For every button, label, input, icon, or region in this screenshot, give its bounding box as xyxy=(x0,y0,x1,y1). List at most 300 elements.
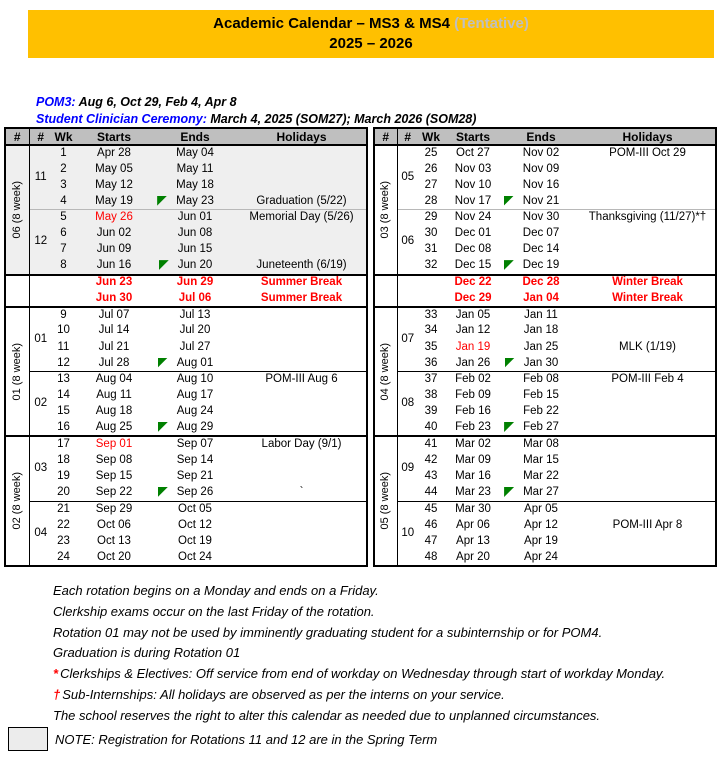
rotation-number-cell: 04 xyxy=(29,501,52,566)
ends-date-cell xyxy=(153,534,237,550)
week-number-cell: 13 xyxy=(52,372,75,388)
ends-date-wrap xyxy=(523,471,559,483)
ends-date-cell xyxy=(502,210,580,226)
week-row xyxy=(5,242,367,258)
break-label-cell: Summer Break xyxy=(237,275,367,291)
week-row xyxy=(5,372,367,388)
ends-date-wrap xyxy=(178,260,213,272)
ends-date-cell xyxy=(502,550,580,566)
week-row xyxy=(374,307,716,323)
holiday-cell xyxy=(237,534,367,550)
ends-date-wrap xyxy=(178,212,213,224)
empty-cell xyxy=(397,275,418,291)
holiday-cell: POM-III Feb 4 xyxy=(580,372,716,388)
starts-date-cell: Nov 10 xyxy=(454,178,492,191)
week-row xyxy=(374,388,716,404)
ends-date: Oct 19 xyxy=(178,534,212,547)
table-body-right xyxy=(374,145,716,566)
rotation-end-flag-icon xyxy=(504,260,514,270)
starts-date-cell: Nov 03 xyxy=(454,162,492,175)
note-line xyxy=(53,664,665,685)
ends-date-wrap xyxy=(524,536,558,548)
week-row xyxy=(5,145,367,161)
ends-date: Nov 21 xyxy=(522,194,560,207)
note-line xyxy=(53,685,665,706)
holiday-cell xyxy=(580,501,716,517)
block-label-cell xyxy=(374,145,397,275)
ends-date-cell xyxy=(153,177,237,193)
starts-date-cell: May 12 xyxy=(75,177,153,193)
starts-date-cell: Jan 12 xyxy=(455,324,491,337)
ends-date: Mar 27 xyxy=(523,486,559,499)
week-number-cell: 40 xyxy=(424,421,438,434)
block-label-cell xyxy=(374,436,397,566)
week-row xyxy=(5,226,367,242)
week-row xyxy=(374,339,716,355)
ends-date: May 23 xyxy=(176,194,214,207)
ends-date-cell xyxy=(153,258,237,274)
ends-date-cell xyxy=(153,436,237,452)
ends-date-wrap xyxy=(523,164,559,176)
break-label-cell: Winter Break xyxy=(612,291,683,304)
ceremony-dates: March 4, 2025 (SOM27); March 2026 (SOM28) xyxy=(210,112,477,126)
ends-date-wrap xyxy=(178,520,212,532)
starts-date-cell: Jan 26 xyxy=(455,356,491,369)
ends-date: Dec 07 xyxy=(522,227,560,240)
ends-date: Feb 22 xyxy=(523,405,559,418)
block-label: 06 (8 week) xyxy=(10,181,23,239)
starts-date-cell: Feb 09 xyxy=(455,389,491,402)
ends-date-cell xyxy=(153,145,237,161)
ends-date-cell xyxy=(502,372,580,388)
holiday-cell: Graduation (5/22) xyxy=(237,194,367,210)
holiday-cell xyxy=(580,258,716,274)
starts-date-cell: Dec 15 xyxy=(454,259,492,272)
holiday-cell xyxy=(237,517,367,533)
ends-date-cell xyxy=(502,517,580,533)
starts-date-cell: Apr 20 xyxy=(456,550,490,563)
week-number-cell: 7 xyxy=(52,242,75,258)
ends-date: Oct 05 xyxy=(178,502,212,515)
calendar-table-left xyxy=(4,127,368,567)
ends-date-cell xyxy=(153,388,237,404)
page-title-line xyxy=(28,15,714,32)
holiday-cell: POM-III Aug 6 xyxy=(237,372,367,388)
ends-date: Oct 12 xyxy=(178,518,212,531)
block-label-cell xyxy=(374,307,397,437)
week-number-cell: 30 xyxy=(424,227,438,240)
rotation-end-flag-icon xyxy=(158,487,168,497)
ends-date-cell xyxy=(502,404,580,420)
rotation-end-flag-icon xyxy=(158,358,168,368)
calendar-tables xyxy=(4,127,717,567)
week-row xyxy=(374,177,716,193)
starts-date-cell: Dec 01 xyxy=(454,227,492,240)
ends-date-cell xyxy=(502,242,580,258)
week-row xyxy=(5,307,367,323)
week-number-cell: 6 xyxy=(52,226,75,242)
ends-date-wrap xyxy=(178,536,212,548)
break-block-cell xyxy=(374,275,397,307)
week-row xyxy=(374,485,716,501)
starts-date-cell: Mar 23 xyxy=(455,486,491,499)
note-marker: † xyxy=(53,686,61,702)
ends-date-cell xyxy=(502,194,580,210)
starts-date-cell: Jun 02 xyxy=(75,226,153,242)
ends-date-wrap xyxy=(177,164,214,176)
ends-date: Jul 27 xyxy=(179,340,211,353)
starts-date-cell: Feb 02 xyxy=(444,372,502,388)
ends-date: Jan 25 xyxy=(523,340,559,353)
holiday-cell xyxy=(237,145,367,161)
ends-date-wrap xyxy=(178,504,212,516)
week-number-cell: 14 xyxy=(57,389,70,402)
ends-date-wrap xyxy=(176,180,214,192)
rotation-end-flag-icon xyxy=(157,196,167,206)
holiday-cell xyxy=(237,501,367,517)
rotation-number-cell: 06 xyxy=(397,210,418,275)
week-number-cell: 3 xyxy=(52,177,75,193)
holiday-cell xyxy=(580,226,716,242)
col-header-starts: Starts xyxy=(444,128,502,145)
col-header-rotation: # xyxy=(29,128,52,145)
ends-date-cell xyxy=(153,339,237,355)
holiday-cell xyxy=(237,226,367,242)
starts-date-cell: Jun 16 xyxy=(75,258,153,274)
rotation-number-cell: 11 xyxy=(29,145,52,210)
holiday-cell: Juneteenth (6/19) xyxy=(237,258,367,274)
break-label-cell: Summer Break xyxy=(260,291,343,304)
header-row xyxy=(374,128,716,145)
ends-date-wrap xyxy=(523,244,559,256)
rotation-end-flag-icon xyxy=(159,260,169,270)
ends-date: Jan 30 xyxy=(523,356,559,369)
starts-date-cell: Oct 06 xyxy=(97,518,131,531)
holiday-cell: Labor Day (9/1) xyxy=(237,436,367,452)
ends-date: Dec 14 xyxy=(522,243,560,256)
empty-cell xyxy=(52,275,75,291)
starts-date-cell: Feb 23 xyxy=(455,421,491,434)
ends-date: Aug 29 xyxy=(176,421,214,434)
week-row xyxy=(5,161,367,177)
holiday-cell xyxy=(580,404,716,420)
week-row xyxy=(5,517,367,533)
week-number-cell: 12 xyxy=(57,356,70,369)
ends-date: Feb 27 xyxy=(523,421,559,434)
ends-date: May 04 xyxy=(176,146,214,159)
ends-date-cell xyxy=(502,453,580,469)
holiday-cell xyxy=(237,307,367,323)
ends-date: Mar 15 xyxy=(523,453,559,466)
break-ends-cell: Jul 06 xyxy=(178,291,212,304)
ceremony-line xyxy=(36,111,476,128)
break-ends-cell: Dec 28 xyxy=(502,275,580,291)
ends-date-cell xyxy=(153,485,237,501)
holiday-cell xyxy=(580,242,716,258)
week-number-cell: 16 xyxy=(57,421,70,434)
ends-date-wrap xyxy=(523,212,559,224)
col-header-week: Wk xyxy=(52,128,75,145)
week-number-cell: 48 xyxy=(424,550,438,563)
starts-date-cell: Sep 29 xyxy=(75,501,153,517)
starts-date-cell: Jul 28 xyxy=(98,356,130,369)
week-row xyxy=(5,194,367,210)
col-header-ends: Ends xyxy=(502,128,580,145)
ends-date-wrap xyxy=(523,260,559,272)
week-row xyxy=(5,420,367,436)
ends-date-cell xyxy=(502,420,580,436)
ends-date: Aug 01 xyxy=(176,356,214,369)
break-ends-cell: Jan 04 xyxy=(523,291,559,304)
holiday-cell xyxy=(580,453,716,469)
ends-date-cell xyxy=(153,420,237,436)
ends-date: Feb 15 xyxy=(523,389,559,402)
ends-date-cell xyxy=(153,404,237,420)
starts-date-cell: Nov 24 xyxy=(444,210,502,226)
ends-date: Jun 01 xyxy=(177,211,213,224)
empty-cell xyxy=(52,291,75,307)
break-row xyxy=(374,275,716,291)
holiday-cell xyxy=(237,161,367,177)
note-marker: * xyxy=(53,666,59,682)
week-number-cell: 46 xyxy=(424,518,438,531)
ends-date: Jun 20 xyxy=(177,259,213,272)
table-body-left xyxy=(5,145,367,566)
week-row xyxy=(374,258,716,274)
starts-date-cell: Jan 19 xyxy=(455,340,491,353)
ends-date-cell xyxy=(502,161,580,177)
ends-date-wrap xyxy=(524,520,558,532)
week-number-cell: 5 xyxy=(52,210,75,226)
starts-date-cell: Nov 17 xyxy=(454,194,492,207)
ends-date: Apr 05 xyxy=(524,502,558,515)
week-row xyxy=(374,145,716,161)
week-row xyxy=(374,469,716,485)
empty-cell xyxy=(397,291,418,307)
ends-date-cell xyxy=(153,307,237,323)
registration-note xyxy=(8,727,437,751)
week-number-cell: 33 xyxy=(418,307,444,323)
starts-date-cell: Mar 02 xyxy=(444,436,502,452)
note-text: Graduation is during Rotation 01 xyxy=(53,645,241,661)
ends-date-wrap xyxy=(177,487,213,499)
holiday-cell xyxy=(580,307,716,323)
col-header-holidays: Holidays xyxy=(237,128,367,145)
ends-date-cell xyxy=(502,226,580,242)
ends-date-cell xyxy=(502,307,580,323)
week-row xyxy=(5,404,367,420)
break-starts-cell: Dec 29 xyxy=(454,291,492,304)
ends-date-wrap xyxy=(523,406,559,418)
ends-date: Apr 24 xyxy=(524,550,558,563)
week-row xyxy=(374,226,716,242)
ends-date-cell xyxy=(502,534,580,550)
ends-date-wrap xyxy=(178,244,213,256)
ends-date-wrap xyxy=(176,148,214,160)
rotation-number-cell: 07 xyxy=(397,307,418,372)
ends-date-wrap xyxy=(523,374,559,386)
ends-date-cell xyxy=(502,323,580,339)
holiday-cell: Memorial Day (5/26) xyxy=(237,210,367,226)
week-number-cell: 17 xyxy=(52,436,75,452)
holiday-cell xyxy=(237,550,367,566)
ends-date-wrap xyxy=(177,358,213,370)
ends-date: Mar 08 xyxy=(523,438,559,451)
note-line xyxy=(53,602,665,623)
holiday-cell: POM-III Oct 29 xyxy=(609,146,686,159)
note-text: Rotation 01 may not be used by imminently graduating student for a subinternship or for POM4. xyxy=(53,624,603,640)
holiday-cell xyxy=(580,420,716,436)
week-number-cell: 8 xyxy=(52,258,75,274)
break-row xyxy=(5,291,367,307)
ends-date-cell xyxy=(502,355,580,371)
ends-date-wrap xyxy=(523,148,559,160)
week-number-cell: 2 xyxy=(52,161,75,177)
ends-date-wrap xyxy=(523,390,559,402)
holiday-cell xyxy=(237,420,367,436)
ends-date-cell xyxy=(153,210,237,226)
rotation-end-flag-icon xyxy=(504,422,514,432)
empty-cell xyxy=(29,291,52,307)
week-row xyxy=(5,177,367,193)
week-row xyxy=(374,550,716,566)
note-line xyxy=(53,623,665,644)
col-header-rotation: # xyxy=(397,128,418,145)
ends-date-wrap xyxy=(524,310,558,322)
starts-date-cell: Aug 18 xyxy=(95,405,133,418)
ends-date: Jul 20 xyxy=(179,324,211,337)
col-header-starts: Starts xyxy=(75,128,153,145)
ends-date-cell xyxy=(502,388,580,404)
week-row xyxy=(374,323,716,339)
week-row xyxy=(5,469,367,485)
note-line xyxy=(53,643,665,664)
holiday-cell xyxy=(237,355,367,371)
holiday-cell xyxy=(580,323,716,339)
pom3-label: POM3: xyxy=(36,95,76,109)
holiday-cell xyxy=(580,469,716,485)
holiday-cell xyxy=(580,194,716,210)
week-row xyxy=(374,517,716,533)
block-label: 03 (8 week) xyxy=(379,181,392,239)
ends-date: Sep 21 xyxy=(176,470,214,483)
ends-date: Aug 10 xyxy=(176,373,214,386)
week-row xyxy=(374,210,716,226)
block-label: 01 (8 week) xyxy=(10,342,23,401)
ends-date-wrap xyxy=(180,325,211,337)
col-header-week: Wk xyxy=(418,128,444,145)
ends-date: Sep 14 xyxy=(176,453,214,466)
ends-date-wrap xyxy=(177,406,213,418)
week-number-cell: 23 xyxy=(57,534,70,547)
holiday-cell xyxy=(237,323,367,339)
week-row xyxy=(374,194,716,210)
ends-date-wrap xyxy=(180,310,211,322)
ends-date: Aug 24 xyxy=(176,405,214,418)
week-number-cell: 26 xyxy=(424,162,438,175)
ends-date-cell xyxy=(502,258,580,274)
pom3-dates: Aug 6, Oct 29, Feb 4, Apr 8 xyxy=(78,95,237,109)
ends-date-cell xyxy=(153,323,237,339)
rotation-number-cell: 09 xyxy=(397,436,418,501)
ends-date-wrap xyxy=(180,342,211,354)
week-row xyxy=(374,534,716,550)
ends-date-wrap xyxy=(524,358,559,370)
week-number-cell: 11 xyxy=(57,340,70,353)
note-line xyxy=(53,706,665,727)
week-number-cell: 15 xyxy=(57,405,70,418)
ends-date-cell xyxy=(502,339,580,355)
week-number-cell: 27 xyxy=(424,178,438,191)
holiday-cell: POM-III Apr 8 xyxy=(612,518,683,531)
holiday-cell xyxy=(580,436,716,452)
break-starts-cell: Jun 23 xyxy=(75,275,153,291)
week-row xyxy=(374,161,716,177)
week-number-cell: 44 xyxy=(424,486,438,499)
ends-date: Feb 08 xyxy=(523,373,559,386)
ends-date: Jul 13 xyxy=(179,308,211,321)
break-row xyxy=(374,291,716,307)
starts-date-cell: Apr 28 xyxy=(75,145,153,161)
starts-date-cell: Feb 16 xyxy=(455,405,491,418)
starts-date-cell: Mar 16 xyxy=(455,470,491,483)
note-text: Clerkships & Electives: Off service from end of workday on Wednesday through start of workday Monday. xyxy=(60,666,666,682)
block-label: 02 (8 week) xyxy=(10,472,23,530)
starts-date-cell: Jul 14 xyxy=(98,324,130,337)
starts-date-cell: Dec 08 xyxy=(454,243,492,256)
week-number-cell: 21 xyxy=(52,501,75,517)
holiday-cell xyxy=(237,388,367,404)
starts-date-cell: Sep 15 xyxy=(95,470,133,483)
ends-date-wrap xyxy=(177,374,213,386)
week-row xyxy=(5,550,367,566)
week-row xyxy=(374,453,716,469)
starts-date-cell: Mar 30 xyxy=(444,501,502,517)
week-number-cell: 34 xyxy=(424,324,438,337)
holiday-cell xyxy=(580,177,716,193)
holiday-cell: ` xyxy=(299,486,304,499)
week-number-cell: 10 xyxy=(57,324,70,337)
week-number-cell: 43 xyxy=(424,470,438,483)
rotation-number-cell: 02 xyxy=(29,372,52,437)
week-row xyxy=(374,404,716,420)
ceremony-label: Student Clinician Ceremony: xyxy=(36,112,207,126)
note-text: The school reserves the right to alter this calendar as needed due to unplanned circumstances. xyxy=(53,707,601,723)
ends-date: Nov 09 xyxy=(522,162,560,175)
starts-date-cell: Aug 25 xyxy=(95,421,133,434)
break-block-cell xyxy=(5,275,29,307)
ends-date: Apr 12 xyxy=(524,518,558,531)
week-number-cell: 25 xyxy=(424,146,438,159)
week-row xyxy=(5,501,367,517)
week-row xyxy=(5,258,367,274)
block-label-cell xyxy=(5,307,29,437)
starts-date-cell: Jan 05 xyxy=(444,307,502,323)
note-line xyxy=(53,581,665,602)
break-row xyxy=(5,275,367,291)
week-number-cell: 36 xyxy=(424,356,438,369)
ends-date: Jan 18 xyxy=(523,324,559,337)
rotation-end-flag-icon xyxy=(504,196,514,206)
ends-date-wrap xyxy=(524,342,559,354)
ends-date: Jun 15 xyxy=(177,243,213,256)
starts-date-cell: Apr 06 xyxy=(456,518,490,531)
week-row xyxy=(5,388,367,404)
ends-date-wrap xyxy=(177,471,213,483)
note-text: Each rotation begins on a Monday and ends on a Friday. xyxy=(53,583,379,598)
starts-date-cell: Jul 21 xyxy=(98,340,130,353)
week-row xyxy=(5,323,367,339)
